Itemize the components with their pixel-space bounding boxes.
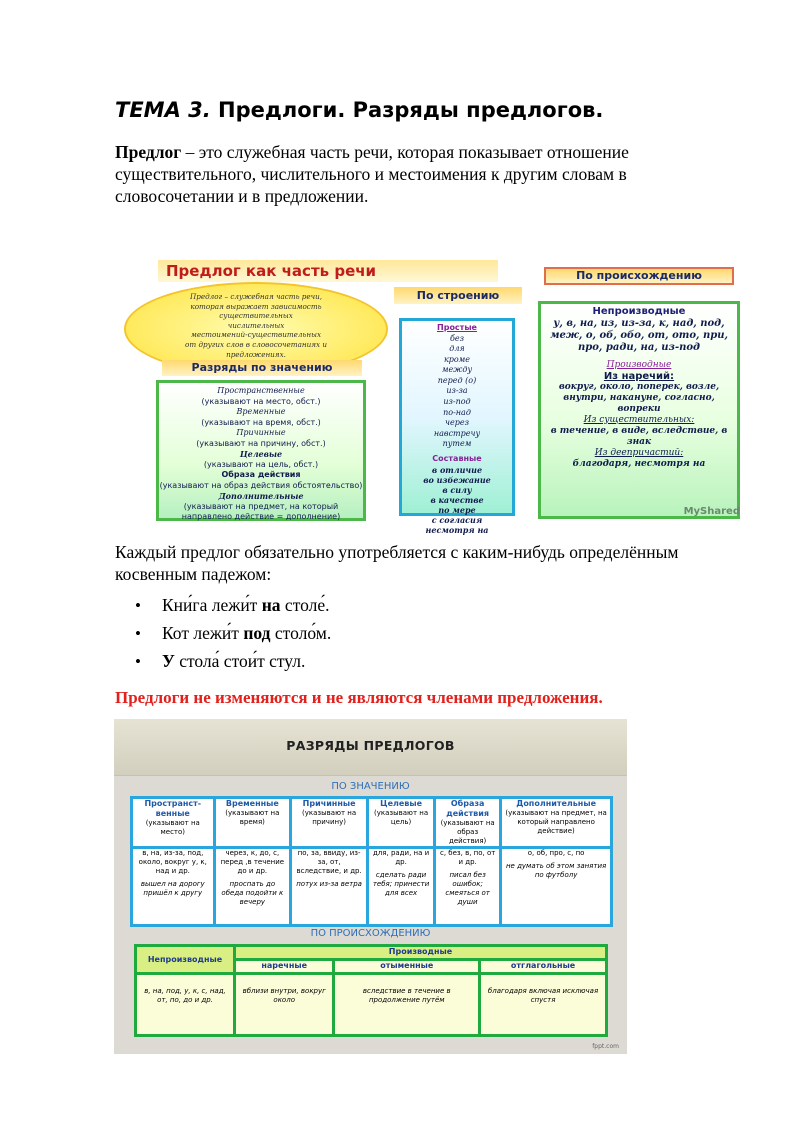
watermark: MyShared — [683, 506, 740, 517]
table-cell: благодаря включая исключая спустя — [480, 974, 607, 1036]
by-meaning-label: ПО ЗНАЧЕНИЮ — [331, 781, 410, 792]
list-item: • Кот лежи́т под столо́м. — [135, 619, 331, 647]
slide-title-band — [114, 719, 627, 776]
simple-item: по-над — [443, 407, 471, 417]
from-nouns-list: в течение, в виде, вследствие, в знак — [550, 425, 728, 447]
table-cell: отыменные — [334, 960, 480, 974]
page-title — [115, 98, 603, 122]
case-paragraph: Каждый предлог обязательно употребляется с каким-нибудь определённым косвенным падежом: — [115, 542, 679, 584]
topic-label: ТЕМА 3. — [115, 98, 211, 122]
red-note: Предлоги не изменяются и не являются членами предложения. — [115, 688, 603, 707]
origin-table — [134, 944, 608, 1037]
definition-paragraph — [115, 141, 695, 207]
by-structure-box — [399, 318, 515, 535]
table-cell: Целевые (указывают на цель) — [368, 798, 435, 848]
simple-header: Простые — [437, 323, 477, 332]
oval-line: Предлог – служебная часть речи, — [189, 292, 323, 301]
table-cell: в, на, из-за, под, около, вокруг у, к, над и др. вышел на дорогу пришёл к другу — [132, 848, 215, 926]
table-cell: для, ради, на и др. сделать ради тебя; принести для всех — [368, 848, 435, 926]
oval-line: местоимений-существительных — [190, 330, 322, 340]
oval-line: от других слов в словосочетаниях и — [185, 339, 327, 349]
compound-item: по мере — [438, 504, 476, 515]
compound-item: в силу — [442, 484, 472, 495]
by-meaning-header: Разряды по значению — [162, 360, 362, 376]
oval-line: которая выражает зависимость — [190, 301, 322, 311]
table-cell: в, на, под, у, к, с, над, от, по, до и др. — [136, 974, 235, 1036]
from-adverbs-list: вокруг, около, поперек, возле, внутри, накануне, согласно, вопреки — [558, 381, 720, 414]
table-cell: наречные — [235, 960, 334, 974]
footer-mark: fppt.com — [592, 1043, 619, 1050]
list-item: • У стола́ стои́т стул. — [135, 647, 331, 675]
meaning-name: Образа действия — [221, 470, 301, 479]
compound-header: Составные — [432, 454, 482, 464]
examples-list — [135, 591, 331, 675]
by-structure-header: По строению — [394, 287, 522, 304]
preposition-scheme-image — [118, 256, 743, 535]
topic-title: Предлоги. Разряды предлогов. — [210, 98, 604, 122]
preposition-table-image — [114, 719, 627, 1054]
table-cell: Производные — [235, 946, 607, 960]
simple-item: перед (о) — [437, 375, 477, 385]
table-cell: Пространст-венные (указывают на место) — [132, 798, 215, 848]
table-cell: отглагольные — [480, 960, 607, 974]
by-origin-label: ПО ПРОИСХОЖДЕНИЮ — [310, 928, 431, 939]
oval-line: числительных — [227, 320, 285, 330]
definition-term: Предлог — [115, 142, 182, 162]
meaning-table — [130, 796, 613, 927]
compound-item: в отличие — [431, 464, 483, 475]
simple-item: путем — [442, 439, 472, 449]
from-adverbs-header: Из наречий: — [603, 370, 675, 382]
meaning-name: Дополнительные — [218, 491, 304, 501]
from-gerunds-list: благодаря, несмотря на — [572, 458, 706, 469]
meaning-note: (указывают на образ действия обстоятельство) — [159, 480, 363, 490]
simple-item: из-под — [443, 397, 471, 407]
slide-title: РАЗРЯДЫ ПРЕДЛОГОВ — [286, 738, 455, 753]
meaning-note: (указывают на время, обст.) — [201, 417, 321, 427]
by-origin-header: По происхождению — [544, 267, 734, 285]
table-cell: Причинные (указывают на причину) — [291, 798, 368, 848]
simple-item: через — [445, 418, 469, 428]
table-cell: вследствие в течение в продолжение путём — [334, 974, 480, 1036]
compound-item: с согласия — [431, 514, 483, 525]
by-meaning-box — [156, 380, 366, 521]
meaning-name: Причинные — [236, 428, 286, 437]
meaning-note: (указывают на цель, обст.) — [203, 459, 319, 469]
simple-item: без — [450, 333, 464, 343]
table-cell: по, за, ввиду, из-за, от, вследствие, и др. потух из-за ветра — [291, 848, 368, 926]
meaning-name: Пространственные — [217, 386, 305, 395]
list-item: • Кни́га лежи́т на столе́. — [135, 591, 331, 619]
meaning-name: Целевые — [239, 449, 283, 459]
table-cell: о, об, про, с, по не думать об этом занятия по футболу — [501, 848, 612, 926]
derived-header: Производные — [606, 360, 672, 370]
from-gerunds-header: Из деепричастий: — [594, 447, 684, 458]
simple-item: из-за — [446, 386, 468, 396]
simple-item: кроме — [443, 354, 471, 364]
table-cell: Дополнительные (указывают на предмет, на который направлено действие) — [501, 798, 612, 848]
from-nouns-header: Из существительных: — [583, 414, 695, 425]
table-cell: Непроизводные — [136, 946, 235, 974]
meaning-note: (указывают на причину, обст.) — [196, 438, 326, 448]
meaning-name: Временные — [236, 407, 286, 416]
compound-item: во избежание — [423, 474, 491, 485]
simple-item: для — [449, 344, 465, 354]
compound-item: в качестве — [430, 494, 484, 505]
oval-line: предложениях. — [226, 349, 286, 359]
oval-line: существительных — [219, 311, 293, 321]
table-cell: через, к, до, с, перед ,в течение до и др. проспать до обеда подойти к вечеру — [214, 848, 291, 926]
compound-item: несмотря на — [425, 524, 489, 535]
meaning-note: (указывают на предмет, на который направлено действие = дополнение) — [181, 501, 341, 521]
definition-text: – это служебная часть речи, которая показывает отношение существительного, числительного и местоимения к другим словам в словосочетании и в предложении. — [115, 142, 629, 206]
meaning-note: (указывают на место, обст.) — [201, 396, 321, 406]
table-cell: Образа действия (указывают на образ действия) — [435, 798, 501, 848]
simple-item: навстречу — [433, 428, 481, 438]
nonderived-header: Непроизводные — [592, 306, 686, 317]
simple-item: между — [441, 365, 473, 375]
table-cell: вблизи внутри, вокруг около — [235, 974, 334, 1036]
nonderived-list: у, в, на, из, из-за, к, над, под, меж, о, об, обо, от, ото, при, про, ради, на, из-под — [549, 318, 728, 353]
table-cell: с, без, в, по, от и др. писал без ошибок; смеяться от души — [435, 848, 501, 926]
scheme-title: Предлог как часть речи — [158, 260, 498, 282]
by-origin-box — [538, 301, 740, 519]
table-cell: Временные (указывают на время) — [214, 798, 291, 848]
